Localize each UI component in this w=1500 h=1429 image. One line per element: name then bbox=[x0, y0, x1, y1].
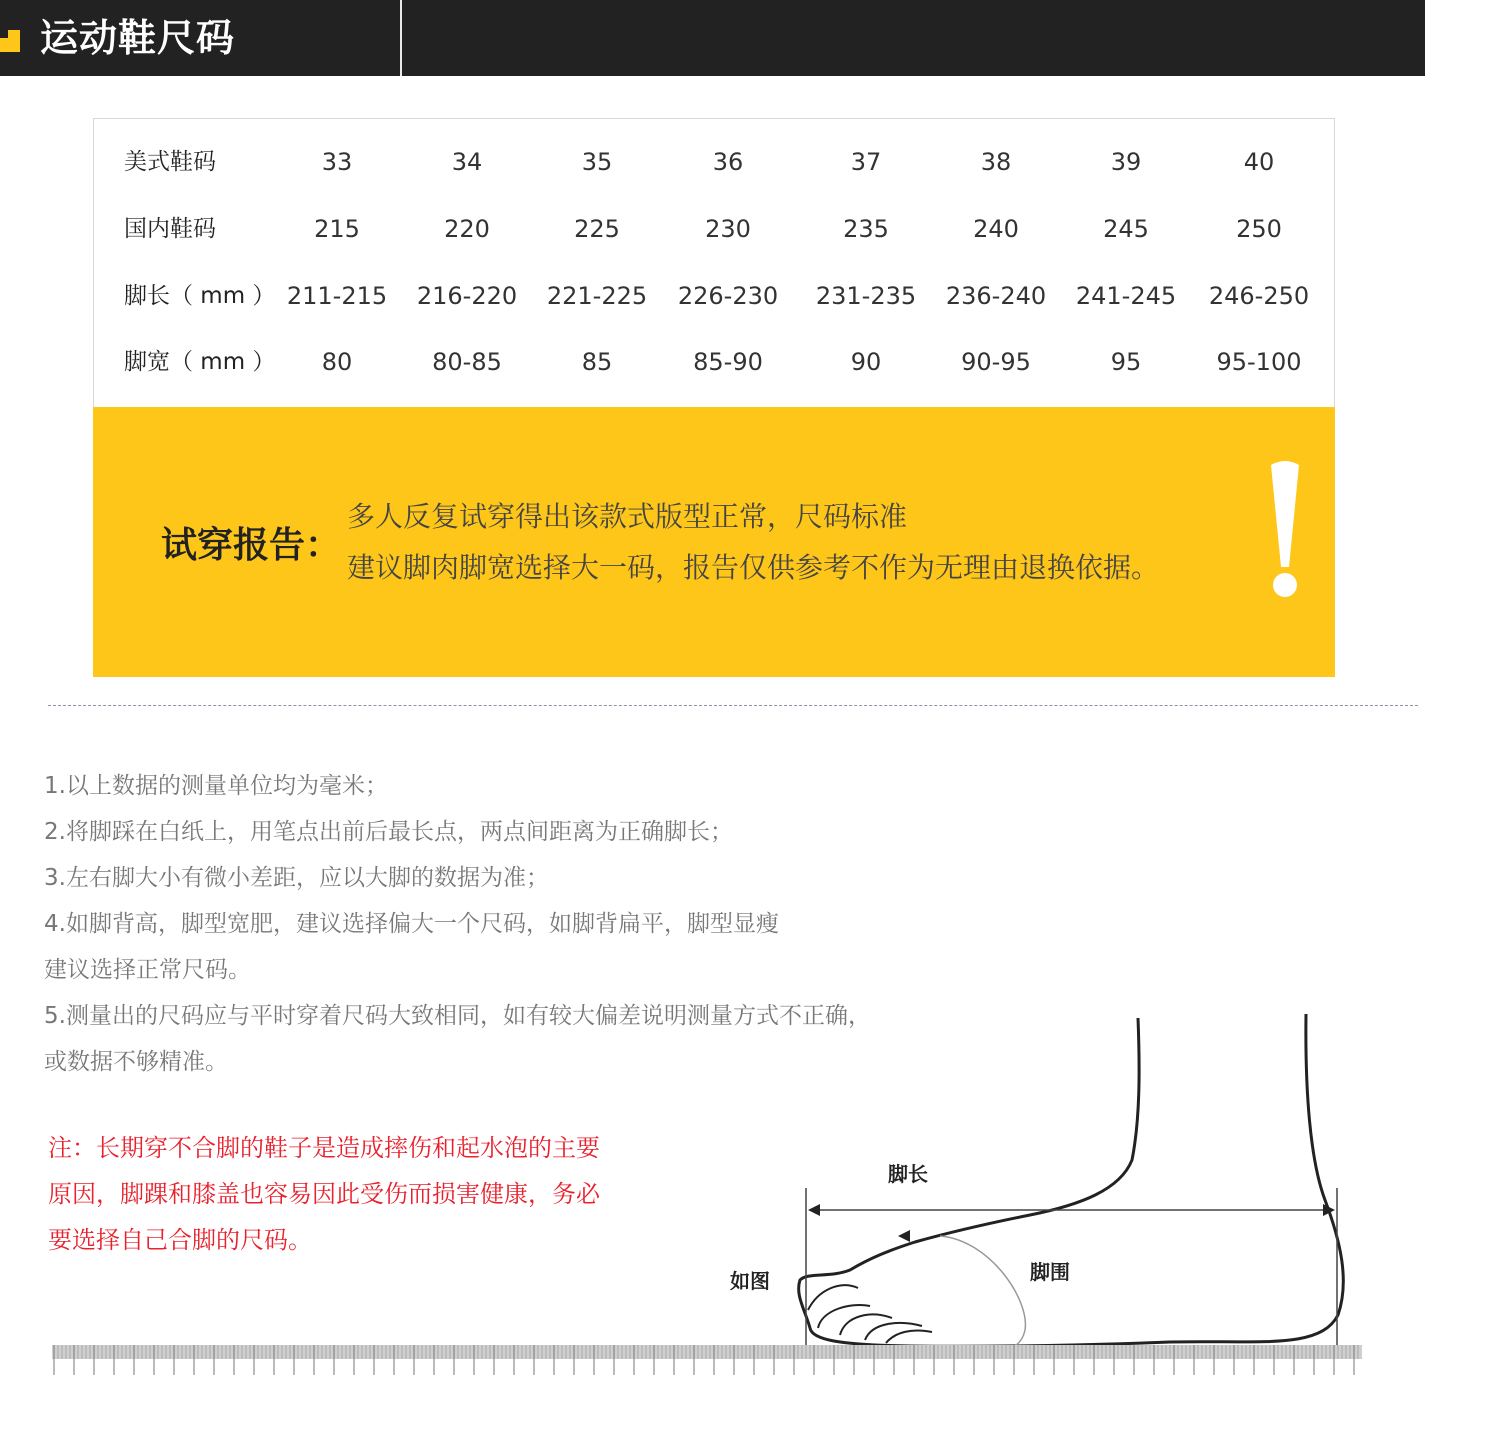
size-cell: 80 bbox=[321, 348, 353, 376]
size-cell: 35 bbox=[581, 148, 613, 176]
size-row-label: 脚长（ mm ） bbox=[124, 283, 276, 309]
size-cell: 216-220 bbox=[416, 282, 518, 310]
ruler-graphic bbox=[52, 1345, 1362, 1377]
size-cell: 95 bbox=[1110, 348, 1142, 376]
corner-mark-icon bbox=[0, 30, 22, 52]
size-cell: 90-95 bbox=[961, 348, 1031, 376]
size-cell: 40 bbox=[1243, 148, 1275, 176]
exclamation-icon bbox=[1267, 459, 1303, 599]
size-cell: 211-215 bbox=[286, 282, 388, 310]
foot-girth-label: 脚围 bbox=[1030, 1260, 1070, 1284]
note-line: 3.左右脚大小有微小差距，应以大脚的数据为准； bbox=[44, 865, 549, 891]
size-cell: 245 bbox=[1103, 215, 1149, 243]
size-cell: 226-230 bbox=[677, 282, 779, 310]
note-line: 2.将脚踩在白纸上，用笔点出前后最长点，两点间距离为正确脚长； bbox=[44, 819, 733, 845]
size-row bbox=[94, 142, 1334, 182]
foot-length-label: 脚长 bbox=[888, 1162, 928, 1186]
size-cell: 221-225 bbox=[546, 282, 648, 310]
size-table bbox=[93, 118, 1335, 407]
note-line: 建议选择正常尺码。 bbox=[44, 957, 251, 983]
size-cell: 37 bbox=[850, 148, 882, 176]
as-shown-label: 如图 bbox=[730, 1269, 770, 1293]
fit-report-box bbox=[93, 407, 1335, 677]
size-cell: 231-235 bbox=[815, 282, 917, 310]
header-bar bbox=[0, 0, 1425, 76]
note-line: 4.如脚背高，脚型宽肥，建议选择偏大一个尺码，如脚背扁平，脚型显瘦 bbox=[44, 911, 779, 937]
size-row-label: 国内鞋码 bbox=[124, 216, 216, 242]
size-cell: 39 bbox=[1110, 148, 1142, 176]
size-cell: 250 bbox=[1236, 215, 1282, 243]
header-divider bbox=[400, 0, 402, 76]
size-cell: 220 bbox=[444, 215, 490, 243]
size-cell: 241-245 bbox=[1075, 282, 1177, 310]
note-line: 5.测量出的尺码应与平时穿着尺码大致相同，如有较大偏差说明测量方式不正确， bbox=[44, 1003, 871, 1029]
size-cell: 230 bbox=[705, 215, 751, 243]
size-cell: 90 bbox=[850, 348, 882, 376]
size-cell: 95-100 bbox=[1216, 348, 1302, 376]
size-cell: 33 bbox=[321, 148, 353, 176]
size-cell: 85-90 bbox=[693, 348, 763, 376]
size-row bbox=[94, 276, 1334, 316]
size-cell: 34 bbox=[451, 148, 483, 176]
note-line: 或数据不够精准。 bbox=[44, 1049, 228, 1075]
warning-line: 要选择自己合脚的尺码。 bbox=[48, 1226, 312, 1254]
size-cell: 38 bbox=[980, 148, 1012, 176]
warning-line: 原因，脚踝和膝盖也容易因此受伤而损害健康，务必 bbox=[48, 1180, 600, 1208]
size-cell: 236-240 bbox=[945, 282, 1047, 310]
size-cell: 246-250 bbox=[1208, 282, 1310, 310]
report-line-2: 建议脚肉脚宽选择大一码，报告仅供参考不作为无理由退换依据。 bbox=[347, 551, 1160, 584]
size-cell: 85 bbox=[581, 348, 613, 376]
size-row-label: 美式鞋码 bbox=[124, 149, 216, 175]
size-cell: 80-85 bbox=[432, 348, 502, 376]
size-cell: 240 bbox=[973, 215, 1019, 243]
size-cell: 36 bbox=[712, 148, 744, 176]
report-line-1: 多人反复试穿得出该款式版型正常，尺码标准 bbox=[347, 500, 908, 533]
report-label: 试穿报告： bbox=[161, 525, 342, 566]
page-title: 运动鞋尺码 bbox=[40, 16, 236, 60]
section-divider bbox=[48, 705, 1418, 706]
warning-text bbox=[48, 1125, 600, 1263]
size-cell: 225 bbox=[574, 215, 620, 243]
size-row bbox=[94, 209, 1334, 249]
note-line: 1.以上数据的测量单位均为毫米； bbox=[44, 773, 388, 799]
size-row bbox=[94, 342, 1334, 382]
size-cell: 235 bbox=[843, 215, 889, 243]
size-row-label: 脚宽（ mm ） bbox=[124, 349, 276, 375]
size-cell: 215 bbox=[314, 215, 360, 243]
warning-line: 注：长期穿不合脚的鞋子是造成摔伤和起水泡的主要 bbox=[48, 1134, 600, 1162]
